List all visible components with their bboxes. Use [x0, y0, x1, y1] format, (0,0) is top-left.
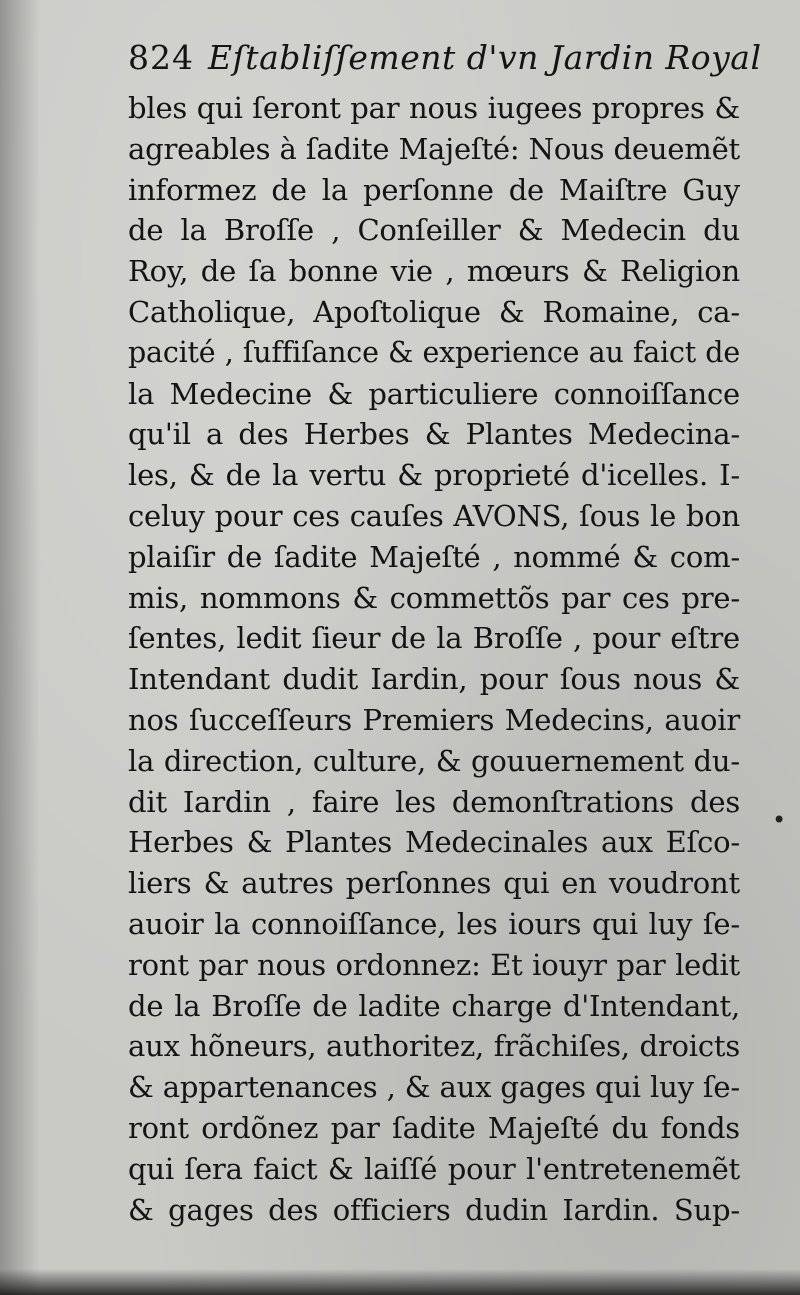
text-line: Intendant dudit Iardin, pour ſous nous & [128, 662, 740, 697]
running-title: Eſtabliſſement d'vn Jardin Royal [208, 38, 762, 77]
text-line: agreables à ſadite Majeſté: Nous deuemẽt [128, 131, 740, 166]
running-head [128, 38, 762, 88]
book-page [128, 38, 762, 1230]
text-line: la Medecine & particuliere connoiſſance [128, 376, 740, 411]
text-line: Herbes & Plantes Medecinales aux Eſco- [128, 825, 740, 860]
text-line: de la Broſſe , Conſeiller & Medecin du [128, 213, 740, 248]
text-line: dit Iardin , faire les demonſtrations des [128, 784, 740, 819]
text-line: la direction, culture, & gouuernement du- [128, 743, 740, 778]
text-line: de la Broſſe de ladite charge d'Intendant, [128, 988, 740, 1023]
text-line: ſentes, ledit ſieur de la Broſſe , pour eſtre [128, 621, 740, 656]
text-line: bles qui ſeront par nous iugees propres & [128, 91, 740, 125]
binding-shadow [0, 0, 40, 1295]
text-line: ront ordõnez par ſadite Majeſté du fonds [128, 1110, 740, 1145]
body-text [128, 88, 740, 1230]
text-line: informez de la perſonne de Maiſtre Guy [128, 172, 740, 207]
text-line: celuy pour ces cauſes AVONS, ſous le bon [128, 498, 740, 533]
text-line: qu'il a des Herbes & Plantes Medecina- [128, 417, 740, 452]
text-line: ront par nous ordonnez: Et iouyr par ledit [128, 947, 740, 982]
text-line: plaiſir de ſadite Majeſté , nommé & com- [128, 539, 740, 574]
page-number: 824 [128, 38, 194, 77]
text-line: aux hõneurs, authoritez, frãchiſes, droicts [128, 1029, 740, 1064]
text-line: & gages des officiers dudin Iardin. Sup- [128, 1192, 740, 1227]
text-line: Catholique, Apoſtolique & Romaine, ca- [128, 294, 740, 329]
margin-dot: • [772, 806, 787, 834]
text-line: qui ſera faict & laiſſé pour l'entretenemẽt [128, 1151, 740, 1186]
text-line: & appartenances , & aux gages qui luy ſe- [128, 1070, 740, 1105]
text-line: auoir la connoiſſance, les iours qui luy ſe- [128, 906, 740, 941]
text-line: mis, nommons & commettõs par ces pre- [128, 580, 740, 615]
text-line: pacité , ſuffiſance & experience au faict de [128, 335, 740, 369]
page-bottom-edge [0, 1269, 800, 1295]
text-line: liers & autres perſonnes qui en voudront [128, 866, 740, 901]
text-line: les, & de la vertu & proprieté d'icelles. I- [128, 458, 740, 493]
text-line: nos ſucceſſeurs Premiers Medecins, auoir [128, 702, 740, 737]
text-line: Roy, de ſa bonne vie , mœurs & Religion [128, 254, 740, 289]
